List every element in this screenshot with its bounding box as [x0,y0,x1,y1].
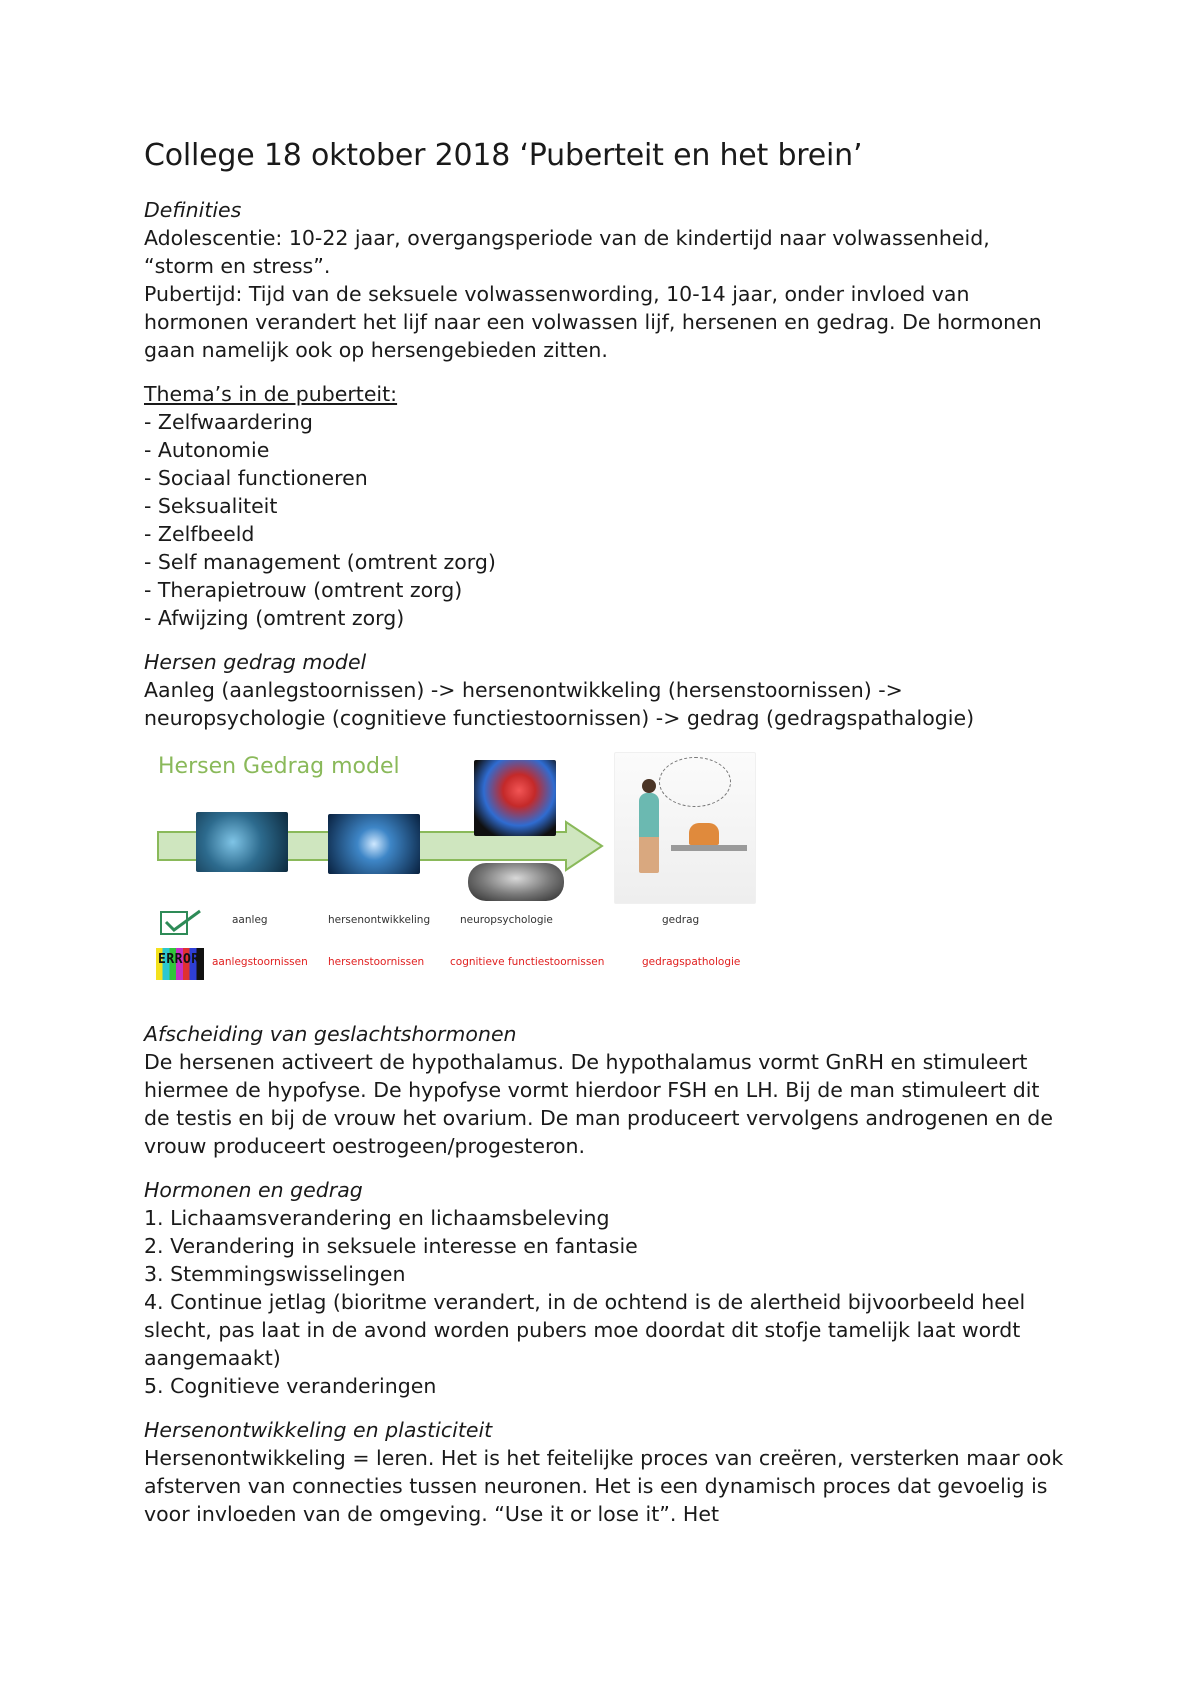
desk-shape [671,845,747,851]
error-label: ERROR [158,952,200,967]
thought-bubble [659,757,731,807]
adolescentie-definition: Adolescentie: 10-22 jaar, overgangsperiode van de kindertijd naar volwassenheid, “storm en stress”. [144,226,990,278]
error-icon [156,948,204,980]
list-item: 3. Stemmingswisselingen [144,1262,406,1286]
list-item: - Zelfbeeld [144,522,255,546]
pubertijd-definition: Pubertijd: Tijd van de seksuele volwassenwording, 10-14 jaar, onder invloed van hormonen verandert het lijf naar een volwassen lijf, hersenen en gedrag. De hormonen gaan namelijk ook op hersengebieden zitten. [144,282,1042,362]
list-item: - Therapietrouw (omtrent zorg) [144,578,463,602]
hersen-gedrag-figure [156,748,756,998]
dna-image [196,812,288,872]
list-item: - Afwijzing (omtrent zorg) [144,606,405,630]
list-item: 4. Continue jetlag (bioritme verandert, in de ochtend is de alertheid bijvoorbeeld heel slecht, pas laat in de avond worden pubers moe doordat dit stofje tamelijk laat wordt aangemaakt) [144,1290,1026,1370]
afscheiding-text: De hersenen activeert de hypothalamus. De hypothalamus vormt GnRH en stimuleert hiermee de hypofyse. De hypofyse vormt hierdoor FSH en LH. Bij de man stimuleert dit de testis en bij de vrouw het ovarium. De man produceert vervolgens androgenen en de vrouw produceert oestrogeen/progesteron. [144,1050,1053,1158]
document-content [144,136,1064,1528]
themas-section [144,380,1064,632]
checkmark-icon [160,908,204,936]
list-item: - Self management (omtrent zorg) [144,550,496,574]
label-hersenstoornissen: hersenstoornissen [328,956,425,968]
brain-image [474,760,556,836]
plasticiteit-text: Hersenontwikkeling = leren. Het is het feitelijke proces van creëren, versterken maar ook afsterven van connecties tussen neuronen. Het is een dynamisch proces dat gevoelig is voor invloeden van de omgeving. “Use it or lose it”. Het [144,1446,1064,1526]
themas-heading: Thema’s in de puberteit: [144,382,398,406]
list-item: 1. Lichaamsverandering en lichaamsbeleving [144,1206,610,1230]
doctor-head [642,779,656,793]
model-text: Aanleg (aanlegstoornissen) -> hersenontwikkeling (hersenstoornissen) -> neuropsychologie (cognitieve functiestoornissen) -> gedrag (gedragspathalogie) [144,678,975,730]
plasticiteit-heading: Hersenontwikkeling en plasticiteit [144,1418,493,1442]
label-hersenontwikkeling: hersenontwikkeling [328,914,431,926]
behaviour-illustration [614,752,756,904]
plasticiteit-section [144,1416,1064,1528]
figure-title: Hersen Gedrag model [158,754,400,779]
page-title: College 18 oktober 2018 ‘Puberteit en het brein’ [144,138,863,173]
list-item: - Seksualiteit [144,494,278,518]
hormonen-heading: Hormonen en gedrag [144,1178,363,1202]
doctor-figure [639,793,659,873]
label-neuropsychologie: neuropsychologie [460,914,553,926]
label-cognitieve-functiestoornissen: cognitieve functiestoornissen [450,956,605,968]
list-item: - Sociaal functioneren [144,466,368,490]
list-item: - Autonomie [144,438,270,462]
afscheiding-heading: Afscheiding van geslachtshormonen [144,1022,517,1046]
model-heading: Hersen gedrag model [144,650,367,674]
definitions-heading: Definities [144,198,242,222]
afscheiding-section [144,1020,1064,1160]
label-gedrag: gedrag [662,914,700,926]
child-figure [689,823,719,845]
label-aanlegstoornissen: aanlegstoornissen [212,956,308,968]
neuron-image [328,814,420,874]
label-aanleg: aanleg [232,914,268,926]
definitions-section [144,196,1064,364]
list-item: 5. Cognitieve veranderingen [144,1374,437,1398]
hormonen-list [144,1204,1064,1400]
model-section [144,648,1064,732]
themas-list [144,408,1064,632]
list-item: 2. Verandering in seksuele interesse en fantasie [144,1234,638,1258]
list-item: - Zelfwaardering [144,410,313,434]
hormonen-section [144,1176,1064,1400]
eeg-device-image [468,863,564,901]
label-gedragspathologie: gedragspathologie [642,956,741,968]
